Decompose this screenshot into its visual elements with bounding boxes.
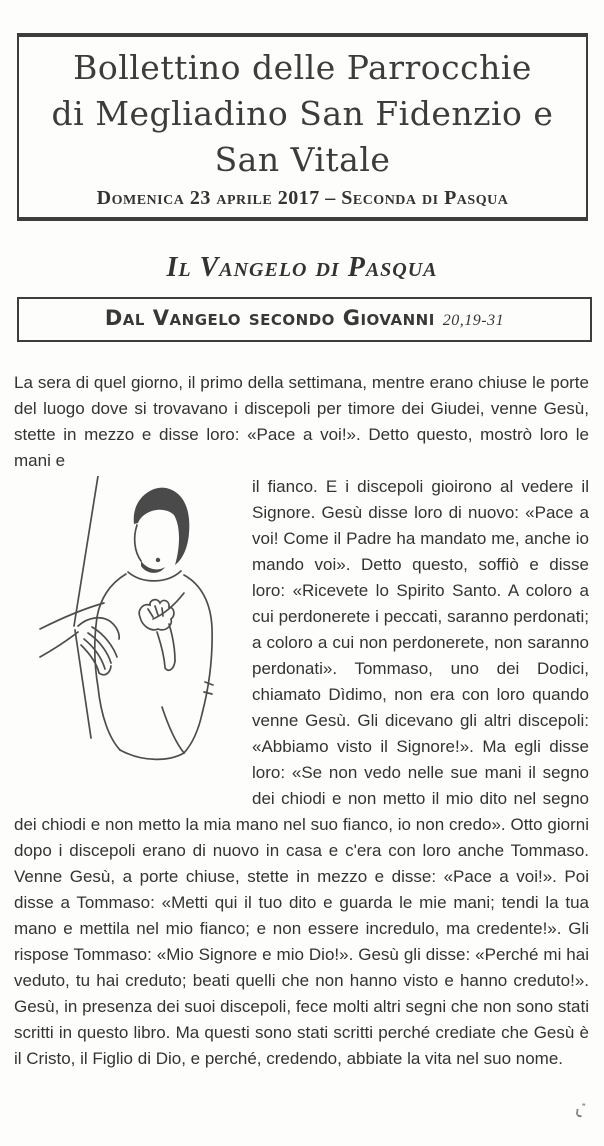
gospel-paragraph-part2-wrap — [14, 474, 589, 1072]
section-title: Il Vangelo di Pasqua — [166, 252, 438, 283]
bulletin-title-line1: Bollettino delle Parrocchie — [73, 48, 532, 87]
reading-heading-box — [17, 297, 592, 342]
reading-reference: 20,19-31 — [442, 312, 505, 329]
masthead-box — [17, 33, 588, 221]
scan-artifact-mark — [575, 1109, 582, 1118]
bulletin-page — [0, 33, 604, 1146]
bulletin-date-line: Domenica 23 aprile 2017 – Seconda di Pasqua — [96, 187, 509, 209]
bulletin-title-line2: di Megliadino San Fidenzio e San Vitale — [51, 94, 554, 179]
gospel-text-block — [14, 370, 589, 1072]
gospel-paragraph-part2: il fianco. E i discepoli gioirono al vedere il Signore. Gesù disse loro di nuovo: «Pace a voi! Come il Padre ha mandato me, anche io mando voi». Detto questo, soffiò e disse loro: «Ricevete lo Spirito Santo. A coloro a cui perdonerete i peccati, saranno perdonati; a coloro a cui non perdonerete, non saranno perdonati». Tommaso, uno dei Dodici, chiamato Dìdimo, non era con loro quando venne Gesù. Gli dicevano gli altri discepoli: «Abbiamo visto il Signore!». Ma egli disse loro: «Se non vedo nelle sue mani il segno dei chiodi e non metto il mio dito nel segno dei chiodi e non metto la mia mano nel suo fianco, io non credo». Otto giorni dopo i discepoli erano di nuovo in casa e c'era con loro anche Tommaso. Venne Gesù, a porte chiuse, stette in mezzo e disse: «Pace a voi!». Poi disse a Tommaso: «Metti qui il tuo dito e guarda le mie mani; tendi la tua mano e mettila nel mio fianco; e non essere incredulo, ma credente!». Gli rispose Tommaso: «Mio Signore e mio Dio!». Gesù gli disse: «Perché mi hai veduto, tu hai creduto; beati quelli che non hanno visto e hanno creduto!». Gesù, in presenza dei suoi discepoli, fece molti altri segni che non sono stati scritti in questo libro. Ma questi sono stati scritti perché crediate che Gesù è il Cristo, il Figlio di Dio, e perché, credendo, abbiate la vita nel suo nome. — [14, 477, 589, 1068]
jesus-and-thomas-illustration — [14, 476, 240, 794]
gospel-paragraph-part1: La sera di quel giorno, il primo della settimana, mentre erano chiuse le porte del luogo dove si trovavano i discepoli per timore dei Giudei, venne Gesù, stette in mezzo e disse loro: «Pace a voi!». Detto questo, mostrò loro le mani e — [14, 373, 589, 470]
reading-heading: Dal Vangelo secondo Giovanni — [104, 306, 435, 330]
